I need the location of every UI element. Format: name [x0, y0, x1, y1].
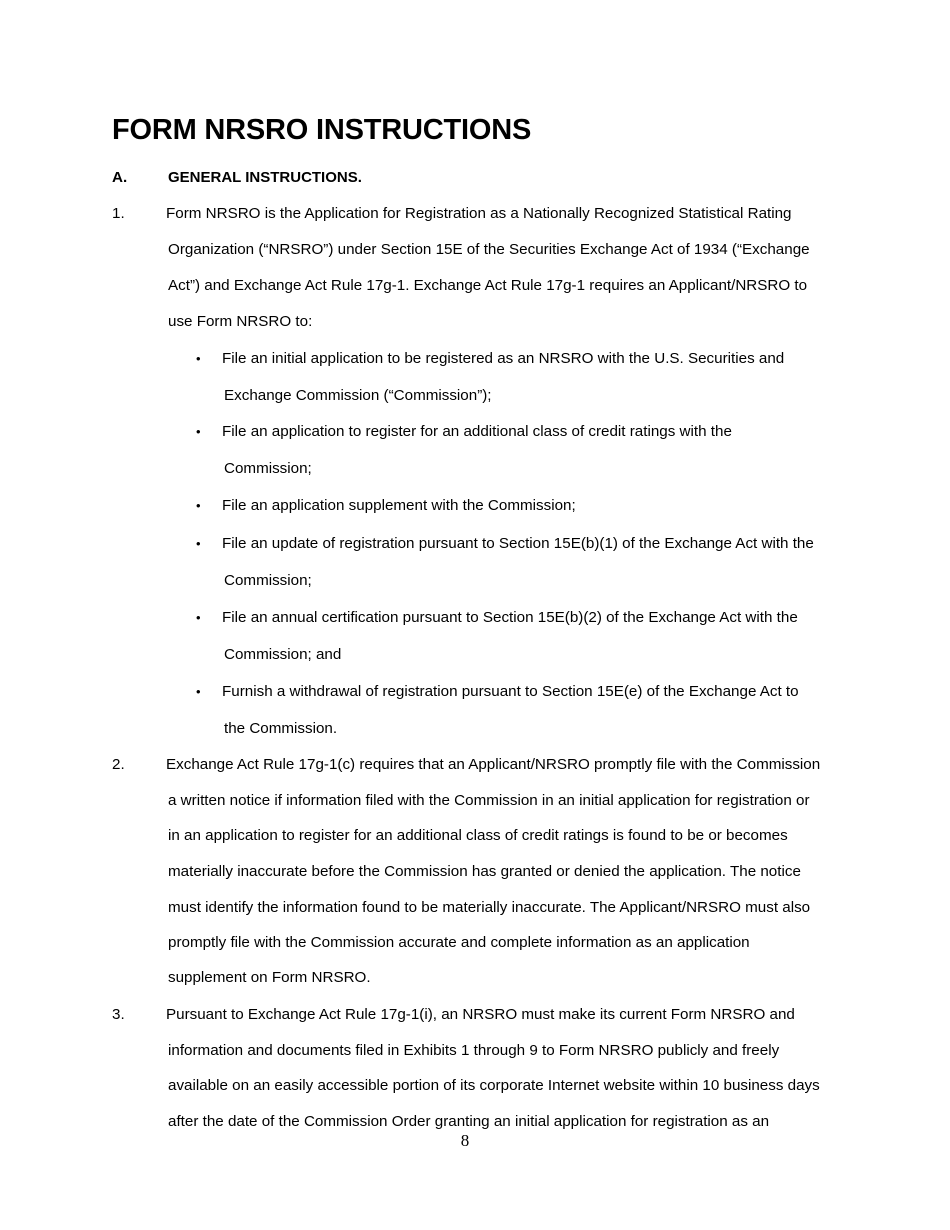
bullet-line: Furnish a withdrawal of registration pursuant to Section 15E(e) of the Exchange Act to	[222, 683, 799, 700]
paragraph-line: Pursuant to Exchange Act Rule 17g-1(i), an NRSRO must make its current Form NRSRO and	[166, 1006, 795, 1023]
paragraph-line: Organization (“NRSRO”) under Section 15E of the Securities Exchange Act of 1934 (“Exchange	[168, 241, 810, 258]
bullet-line: Commission;	[224, 572, 312, 589]
section-heading-text: GENERAL INSTRUCTIONS.	[168, 169, 362, 186]
paragraph-line: Act”) and Exchange Act Rule 17g-1. Exchange Act Rule 17g-1 requires an Applicant/NRSRO to	[168, 277, 808, 294]
page-title: FORM NRSRO INSTRUCTIONS	[112, 114, 532, 146]
bullet-line: File an initial application to be registered as an NRSRO with the U.S. Securities and	[222, 350, 785, 367]
bullet-icon: •	[196, 684, 201, 699]
paragraph-line: promptly file with the Commission accurate and complete information as an application	[168, 934, 750, 951]
paragraph-line: Exchange Act Rule 17g-1(c) requires that an Applicant/NRSRO promptly file with the Commission	[166, 756, 821, 773]
page-number: 8	[460, 1131, 470, 1150]
item-number: 3.	[112, 1006, 125, 1023]
paragraph-line: information and documents filed in Exhibits 1 through 9 to Form NRSRO publicly and freely	[168, 1042, 780, 1059]
bullet-line: File an application to register for an additional class of credit ratings with the	[222, 423, 732, 440]
paragraph-line: in an application to register for an additional class of credit ratings is found to be or becomes	[168, 827, 788, 844]
item-number: 1.	[112, 205, 125, 222]
paragraph-line: Form NRSRO is the Application for Registration as a Nationally Recognized Statistical Rating	[166, 205, 792, 222]
item-number: 2.	[112, 756, 125, 773]
bullet-icon: •	[196, 351, 201, 366]
paragraph-line: available on an easily accessible portion of its corporate Internet website within 10 business days	[168, 1077, 820, 1094]
bullet-line: File an application supplement with the Commission;	[222, 497, 576, 514]
bullet-line: File an update of registration pursuant to Section 15E(b)(1) of the Exchange Act with the	[222, 535, 814, 552]
paragraph-line: a written notice if information filed with the Commission in an initial application for registration or	[168, 792, 810, 809]
paragraph-line: use Form NRSRO to:	[168, 313, 313, 330]
bullet-icon: •	[196, 610, 201, 625]
paragraph-line: after the date of the Commission Order granting an initial application for registration as an	[168, 1113, 770, 1130]
paragraph-line: materially inaccurate before the Commission has granted or denied the application. The notice	[168, 863, 801, 880]
paragraph-line: supplement on Form NRSRO.	[168, 969, 371, 986]
bullet-line: File an annual certification pursuant to Section 15E(b)(2) of the Exchange Act with the	[222, 609, 798, 626]
bullet-line: Commission;	[224, 460, 312, 477]
bullet-icon: •	[196, 424, 201, 439]
paragraph-line: must identify the information found to be materially inaccurate. The Applicant/NRSRO must also	[168, 899, 811, 916]
section-number: A.	[112, 169, 128, 186]
bullet-icon: •	[196, 536, 201, 551]
bullet-line: the Commission.	[224, 720, 338, 737]
bullet-line: Commission; and	[224, 646, 342, 663]
bullet-line: Exchange Commission (“Commission”);	[224, 387, 492, 404]
bullet-icon: •	[196, 498, 201, 513]
